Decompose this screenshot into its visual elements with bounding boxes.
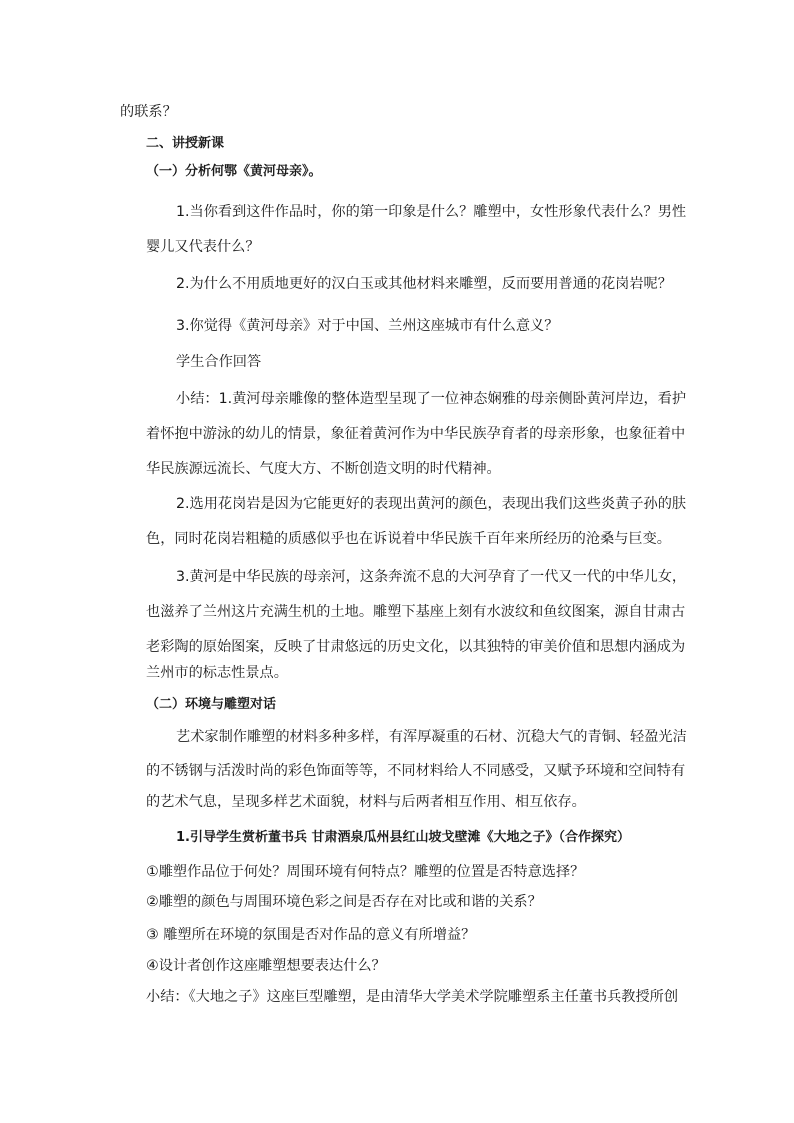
summary-line: 小结：《大地之子》这座巨型雕塑，是由清华大学美术学院雕塑系主任董书兵教授所创 bbox=[146, 989, 679, 1005]
summary-line: 着怀抱中游泳的幼儿的情景，象征着黄河作为中华民族孕育者的母亲形象，也象征着中 bbox=[146, 426, 686, 442]
summary-line: 兰州市的标志性景点。 bbox=[146, 665, 288, 681]
summary-line: 色，同时花岗岩粗糙的质感似乎也在诉说着中华民族千百年来所经历的沧桑与巨变。 bbox=[146, 531, 671, 547]
question-line: 婴儿又代表什么？ bbox=[146, 239, 260, 255]
text-line: 学生合作回答 bbox=[176, 354, 262, 370]
section-heading: 二、讲授新课 bbox=[146, 136, 225, 151]
summary-line: 3.黄河是中华民族的母亲河，这条奔流不息的大河孕育了一代又一代的中华儿女， bbox=[176, 569, 687, 585]
question-line: ①雕塑作品位于何处？周围环境有何特点？雕塑的位置是否特意选择？ bbox=[146, 864, 585, 880]
question-line: 2.为什么不用质地更好的汉白玉或其他材料来雕塑，反而要用普通的花岗岩呢？ bbox=[176, 276, 672, 292]
summary-line: 小结：1.黄河母亲雕像的整体造型呈现了一位神态娴雅的母亲侧卧黄河岸边，看护 bbox=[176, 391, 687, 407]
question-line: 3.你觉得《黄河母亲》对于中国、兰州这座城市有什么意义？ bbox=[176, 318, 559, 334]
summary-line: 老彩陶的原始图案，反映了甘肃悠远的历史文化，以其独特的审美价值和思想内涵成为 bbox=[146, 639, 686, 655]
subsection-heading: （二）环境与雕塑对话 bbox=[146, 697, 277, 712]
text-line: 的联系？ bbox=[120, 104, 177, 120]
subsection-heading: （一）分析何鄂《黄河母亲》。 bbox=[146, 164, 322, 179]
question-line: ④设计者创作这座雕塑想要表达什么？ bbox=[146, 958, 386, 974]
summary-line: 华民族源远流长、气度大方、不断创造文明的时代精神。 bbox=[146, 461, 501, 477]
text-line: 的艺术气息，呈现多样艺术面貌，材料与后两者相互作用、相互依存。 bbox=[146, 794, 586, 810]
summary-line: 也滋养了兰州这片充满生机的土地。雕塑下基座上刻有水波纹和鱼纹图案，源自甘肃古 bbox=[146, 604, 686, 620]
question-line: ②雕塑的颜色与周围环境色彩之间是否存在对比或和谐的关系？ bbox=[146, 894, 542, 910]
text-line: 的不锈钢与活泼时尚的彩色饰面等等，不同材料给人不同感受，又赋予环境和空间特有 bbox=[146, 763, 686, 779]
question-line: 1.当你看到这件作品时，你的第一印象是什么？雕塑中，女性形象代表什么？男性 bbox=[176, 204, 687, 220]
activity-heading: 1.引导学生赏析董书兵 甘肃酒泉瓜州县红山坡戈壁滩《大地之子》（合作探究） bbox=[176, 830, 631, 845]
summary-line: 2.选用花岗岩是因为它能更好的表现出黄河的颜色，表现出我们这些炎黄子孙的肤 bbox=[176, 496, 687, 512]
text-line: 艺术家制作雕塑的材料多种多样，有浑厚凝重的石材、沉稳大气的青铜、轻盈光洁 bbox=[176, 729, 687, 745]
question-line: ③ 雕塑所在环境的氛围是否对作品的意义有所增益？ bbox=[146, 927, 476, 943]
